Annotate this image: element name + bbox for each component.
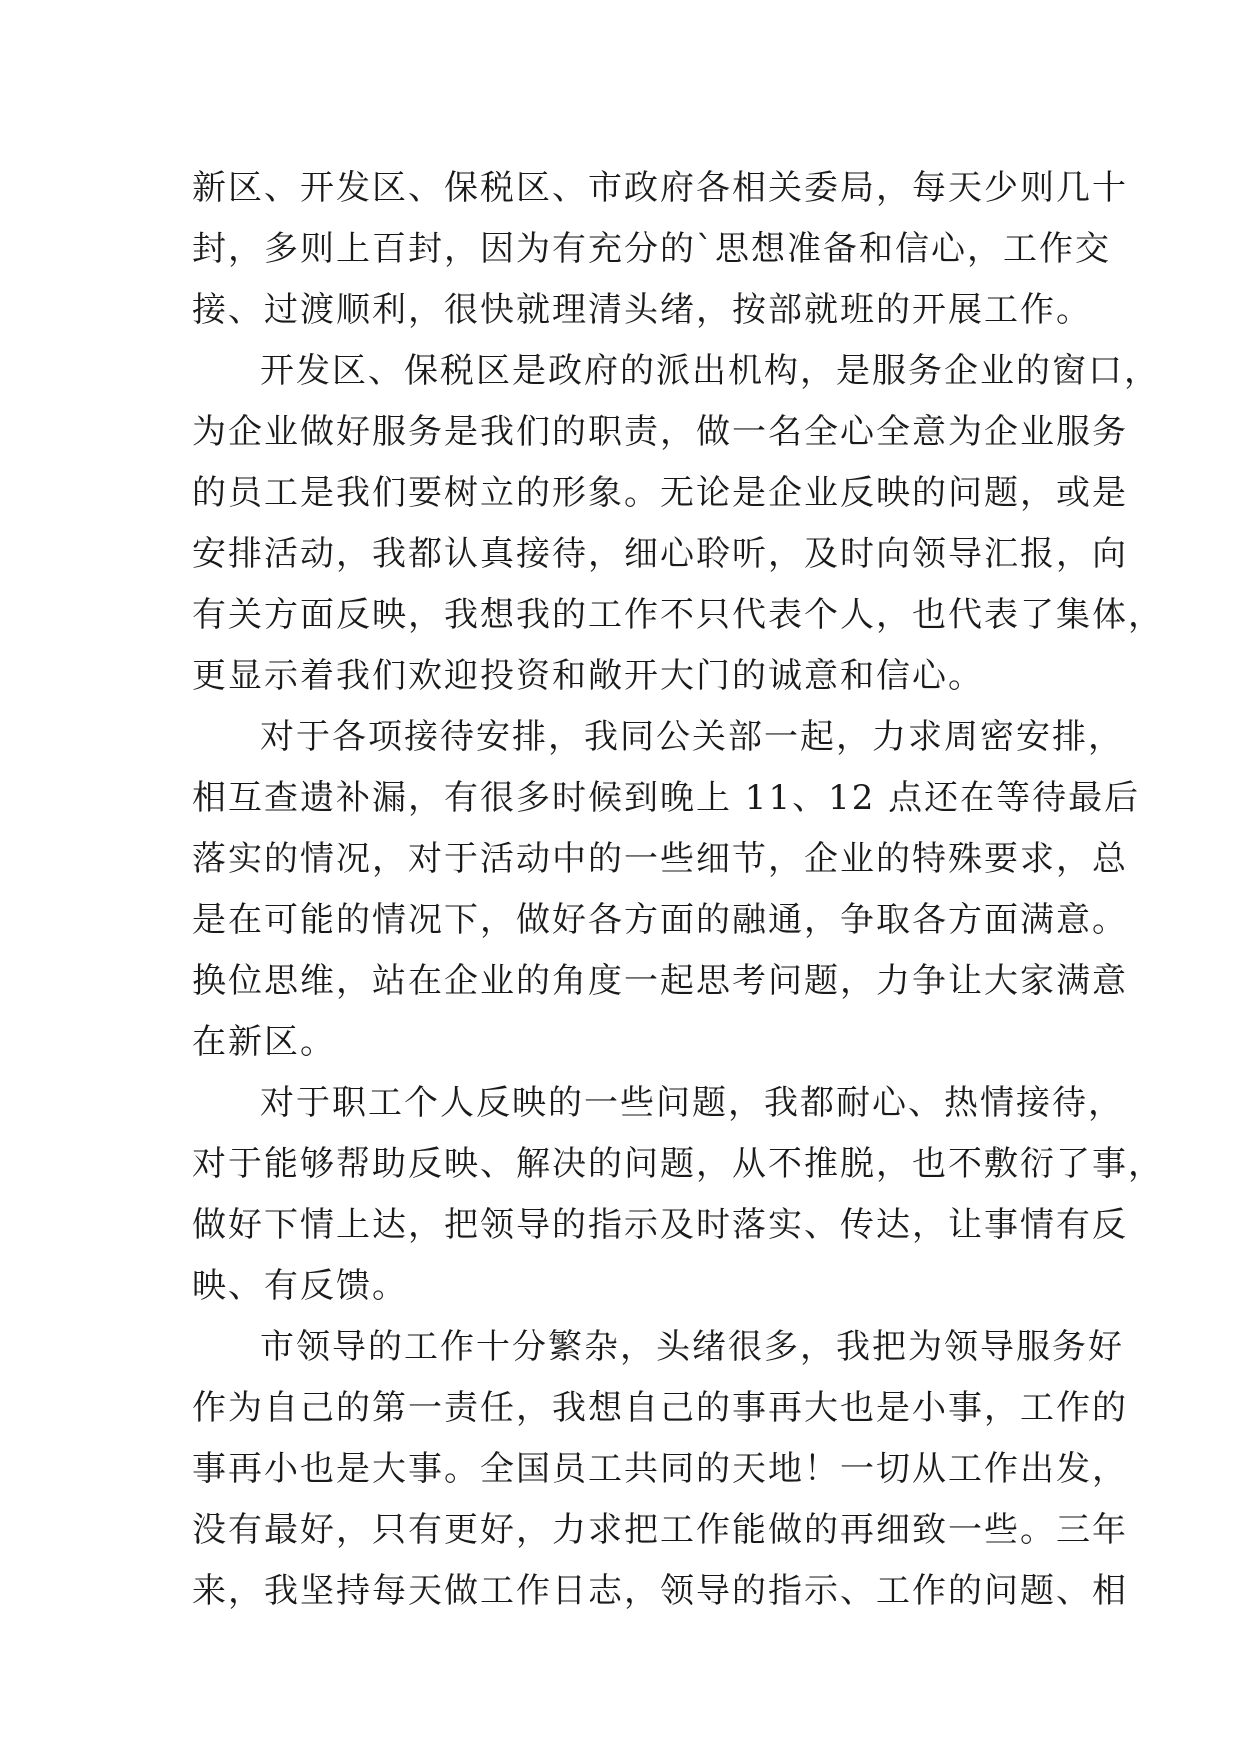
text-line: 相互查遗补漏，有很多时候到晚上 11、12 点还在等待最后 <box>192 778 1141 818</box>
paragraph-1 <box>192 158 1128 341</box>
paragraph-4 <box>192 1073 1164 1317</box>
paragraph-5 <box>192 1317 1128 1622</box>
text-line: 为企业做好服务是我们的职责，做一名全心全意为企业服务 <box>192 412 1128 452</box>
text-line: 安排活动，我都认真接待，细心聆听，及时向领导汇报，向 <box>192 534 1128 574</box>
text-line: 更显示着我们欢迎投资和敞开大门的诚意和信心。 <box>192 656 984 696</box>
text-line-indented: 开发区、保税区是政府的派出机构，是服务企业的窗口， <box>260 351 1160 391</box>
text-line: 映、有反馈。 <box>192 1266 408 1306</box>
text-line: 没有最好，只有更好，力求把工作能做的再细致一些。三年 <box>192 1510 1128 1550</box>
text-line: 换位思维，站在企业的角度一起思考问题，力争让大家满意 <box>192 961 1128 1001</box>
document-body <box>192 158 1164 1622</box>
paragraph-2 <box>192 341 1164 707</box>
text-line: 接、过渡顺利，很快就理清头绪，按部就班的开展工作。 <box>192 290 1092 330</box>
text-line: 事再小也是大事。全国员工共同的天地！一切从工作出发， <box>192 1449 1128 1489</box>
text-line: 是在可能的情况下，做好各方面的融通，争取各方面满意。 <box>192 900 1128 940</box>
text-line: 做好下情上达，把领导的指示及时落实、传达，让事情有反 <box>192 1205 1128 1245</box>
text-line-indented: 对于各项接待安排，我同公关部一起，力求周密安排， <box>260 717 1124 757</box>
text-line: 作为自己的第一责任，我想自己的事再大也是小事，工作的 <box>192 1388 1128 1428</box>
text-line: 有关方面反映，我想我的工作不只代表个人，也代表了集体， <box>192 595 1164 635</box>
text-line: 对于能够帮助反映、解决的问题，从不推脱，也不敷衍了事， <box>192 1144 1164 1184</box>
text-line-indented: 对于职工个人反映的一些问题，我都耐心、热情接待， <box>260 1083 1124 1123</box>
text-line: 落实的情况，对于活动中的一些细节，企业的特殊要求，总 <box>192 839 1128 879</box>
text-line: 的员工是我们要树立的形象。无论是企业反映的问题，或是 <box>192 473 1128 513</box>
text-line: 在新区。 <box>192 1022 336 1062</box>
paragraph-3 <box>192 707 1141 1073</box>
text-line: 封，多则上百封，因为有充分的`思想准备和信心，工作交 <box>192 229 1111 269</box>
text-line: 新区、开发区、保税区、市政府各相关委局，每天少则几十 <box>192 168 1128 208</box>
text-line-indented: 市领导的工作十分繁杂，头绪很多，我把为领导服务好 <box>260 1327 1124 1367</box>
text-line: 来，我坚持每天做工作日志，领导的指示、工作的问题、相 <box>192 1571 1128 1611</box>
